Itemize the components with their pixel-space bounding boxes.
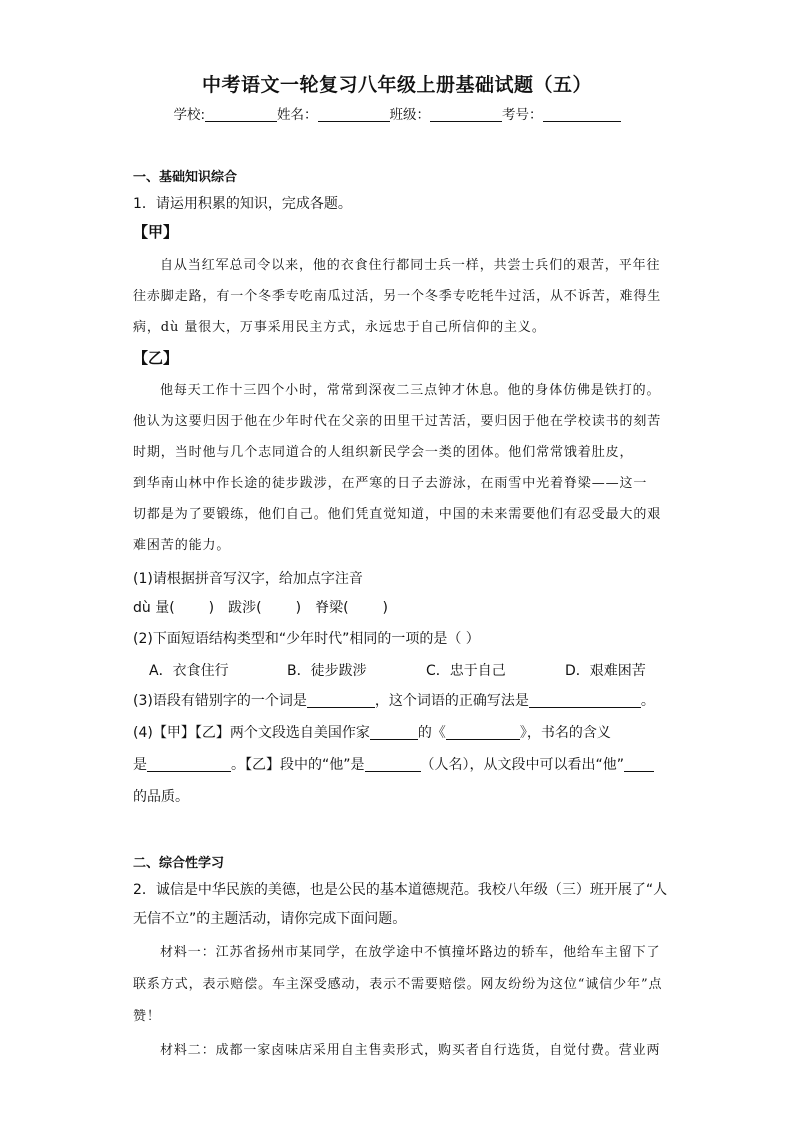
passage-yi-line: 切都是为了要锻练，他们自己。他们凭直觉知道，中国的未来需要他们有忍受最大的艰 xyxy=(133,507,662,522)
section-heading-2: 二、综合性学习 xyxy=(133,856,225,871)
passage-yi-label: 【乙】 xyxy=(133,349,179,367)
answer-slot-close: ) xyxy=(295,600,302,616)
name-blank[interactable] xyxy=(318,107,390,122)
number-blank[interactable] xyxy=(543,107,621,122)
answer-blank[interactable] xyxy=(147,757,231,772)
option-b[interactable]: B．徒步跋涉 xyxy=(287,663,367,679)
option-d[interactable]: D．艰难困苦 xyxy=(565,663,646,679)
answer-blank[interactable] xyxy=(529,693,641,708)
answer-blank[interactable] xyxy=(446,725,520,740)
passage-yi-line: 时期，当时他与几个志同道合的人组织新民学会一类的团体。他们常常饿着肚皮， xyxy=(133,445,634,460)
sub-question-4-text: (4)【甲】【乙】两个文段选自美国作家 xyxy=(133,725,370,741)
answer-slot-label: 跋涉( xyxy=(228,600,262,616)
school-label: 学校: xyxy=(173,107,206,123)
sub-question-4-text: （人名），从文段中可以看出“他” xyxy=(420,757,625,773)
passage-yi-line: 到华南山林中作长途的徒步跋涉，在严寒的日子去游泳，在雨雪中光着脊梁——这一 xyxy=(133,476,648,491)
passage-jia-line: 自从当红军总司令以来，他的衣食住行都同士兵一样，共尝士兵们的艰苦，平年往 xyxy=(160,258,661,273)
sub-question-4-text: 。【乙】段中的“他”是 xyxy=(231,757,365,773)
passage-jia-label: 【甲】 xyxy=(133,223,179,241)
answer-slot-close: ) xyxy=(382,600,389,616)
sub-question-1-answers xyxy=(133,597,388,617)
sub-question-4-text: 的《 xyxy=(417,725,446,741)
sub-question-4 xyxy=(133,722,611,742)
page-title: 中考语文一轮复习八年级上册基础试题（五） xyxy=(201,74,592,96)
sub-question-2: (2)下面短语结构类型和“少年时代”相同的一项的是（ ） xyxy=(133,631,480,647)
passage-yi-line: 他认为这要归因于他在少年时代在父亲的田里干过苦活，要归因于他在学校读书的刻苦 xyxy=(133,414,662,429)
name-label: 姓名： xyxy=(277,107,318,123)
sub-question-3 xyxy=(133,690,655,710)
number-label: 考号： xyxy=(502,107,543,123)
question-2-prompt: 2．诚信是中华民族的美德，也是公民的基本道德规范。我校八年级（三）班开展了“人 xyxy=(133,882,668,898)
options-row xyxy=(149,660,646,680)
student-info-row xyxy=(0,103,794,123)
passage-yi-line: 他每天工作十三四个小时，常常到深夜二三点钟才休息。他的身体仿佛是铁打的。 xyxy=(160,383,661,398)
answer-slot-close: ) xyxy=(208,600,215,616)
passage-yi-line: 难困苦的能力。 xyxy=(133,538,231,553)
passage-jia-line: 病，dù 量很大，万事采用民主方式，永远忠于自己所信仰的主义。 xyxy=(133,320,546,335)
class-label: 班级： xyxy=(389,107,431,123)
sub-question-4-cont xyxy=(133,754,654,774)
answer-blank[interactable] xyxy=(624,757,654,772)
passage-jia-line: 往赤脚走路，有一个冬季专吃南瓜过活，另一个冬季专吃牦牛过活，从不诉苦，难得生 xyxy=(133,289,662,304)
sub-question-4-end: 的品质。 xyxy=(133,789,189,805)
option-a[interactable]: A．衣食住行 xyxy=(149,663,229,679)
answer-blank[interactable] xyxy=(365,757,421,772)
answer-slot-label: dù 量( xyxy=(133,600,175,616)
class-blank[interactable] xyxy=(430,107,502,122)
section-heading-1: 一、基础知识综合 xyxy=(133,170,238,185)
answer-blank[interactable] xyxy=(307,693,375,708)
material-1-line: 材料一：江苏省扬州市某同学，在放学途中不慎撞坏路边的轿车，他给车主留下了 xyxy=(160,945,661,960)
material-1-line: 联系方式，表示赔偿。车主深受感动，表示不需要赔偿。网友纷纷为这位“诚信少年”点 xyxy=(133,977,663,992)
answer-blank[interactable] xyxy=(370,725,418,740)
school-blank[interactable] xyxy=(205,107,277,122)
answer-slot-label: 脊梁( xyxy=(315,600,349,616)
material-2-line: 材料二：成都一家卤味店采用自主售卖形式，购买者自行选货，自觉付费。营业两 xyxy=(160,1043,661,1058)
question-1-prompt: 1．请运用积累的知识，完成各题。 xyxy=(133,196,352,212)
sub-question-1: (1)请根据拼音写汉字，给加点字注音 xyxy=(133,571,363,587)
sub-question-3-text: (3)语段有错别字的一个词是 xyxy=(133,693,307,709)
sub-question-4-text: 是 xyxy=(133,757,147,773)
sub-question-3-text: 。 xyxy=(640,693,655,709)
question-2-prompt: 无信不立”的主题活动，请你完成下面问题。 xyxy=(133,911,407,927)
sub-question-4-text: 》，书名的含义 xyxy=(519,725,611,741)
material-1-line: 赞！ xyxy=(133,1009,161,1024)
option-c[interactable]: C．忠于自己 xyxy=(426,663,506,679)
sub-question-3-text: ，这个词语的正确写法是 xyxy=(374,693,529,709)
